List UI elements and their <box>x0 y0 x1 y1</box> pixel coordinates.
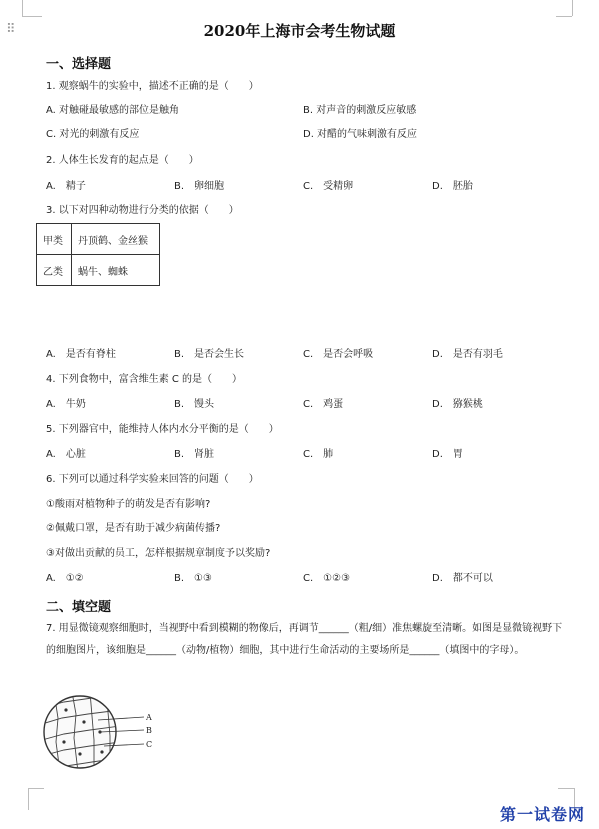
figure-label-a: A <box>146 713 152 722</box>
q2-option-d: D. 胚胎 <box>432 181 473 192</box>
figure-label-c: C <box>146 740 153 749</box>
q4-option-c: C. 鸡蛋 <box>303 399 344 410</box>
table-cell: 蜗牛、蜘蛛 <box>72 255 160 286</box>
q2-option-c: C. 受精卵 <box>303 181 354 192</box>
q5-option-b: B. 肾脏 <box>174 449 215 460</box>
crop-mark <box>28 788 29 810</box>
table-row <box>37 255 160 286</box>
q5-option-a: A. 心脏 <box>46 449 86 460</box>
q1-stem: 1. 观察蜗牛的实验中，描述不正确的是（ ） <box>46 81 259 92</box>
q7-text: 7. 用显微镜观察细胞时，当视野中看到模糊的物像后，再调节______（粗/细）准焦螺旋至清晰。如图是显微镜视野下的细胞图片，该细胞是______（动物/植物）细胞，其中进行生命活动的主要场所是______（填图中的字母）。 <box>46 623 563 656</box>
q6-option-a: A. ①② <box>46 573 84 584</box>
q3-option-c: C. 是否会呼吸 <box>303 349 374 360</box>
q5-stem: 5. 下列器官中，能维持人体内水分平衡的是（ ） <box>46 424 279 435</box>
figure-label-b: B <box>146 726 152 735</box>
crop-mark <box>22 0 23 16</box>
page-title: 2020年上海市会考生物试题 <box>203 22 396 40</box>
classification-table <box>36 223 160 286</box>
q3-option-d: D. 是否有羽毛 <box>432 349 503 360</box>
crop-mark <box>22 16 42 17</box>
crop-mark <box>556 16 572 17</box>
q4-stem: 4. 下列食物中，富含维生素 C 的是（ ） <box>46 374 243 385</box>
q5-option-c: C. 肺 <box>303 449 334 460</box>
drag-grip-icon[interactable]: ⠿ <box>6 22 16 37</box>
table-cell: 甲类 <box>37 224 72 255</box>
q6-option-c: C. ①②③ <box>303 573 351 584</box>
q6-statement-3: ③对做出贡献的员工，怎样根据规章制度予以奖励? <box>46 548 271 559</box>
q1-option-b: B. 对声音的刺激反应敏感 <box>303 105 417 116</box>
site-logo: 第一试卷网 <box>499 805 585 824</box>
table-cell: 乙类 <box>37 255 72 286</box>
section-choice-heading: 一、选择题 <box>46 57 112 72</box>
q6-option-d: D. 都不可以 <box>432 573 493 584</box>
q1-option-a: A. 对触碰最敏感的部位是触角 <box>46 105 180 116</box>
crop-mark <box>558 788 574 789</box>
q4-option-b: B. 馒头 <box>174 399 215 410</box>
q3-stem: 3. 以下对四种动物进行分类的依据（ ） <box>46 205 239 216</box>
table-row <box>37 224 160 255</box>
q5-option-d: D. 胃 <box>432 449 463 460</box>
cell-micrograph-figure <box>40 692 165 772</box>
q2-option-a: A. 精子 <box>46 181 86 192</box>
q2-option-b: B. 卵细胞 <box>174 181 225 192</box>
q6-statement-1: ①酸雨对植物种子的萌发是否有影响? <box>46 499 211 510</box>
q6-option-b: B. ①③ <box>174 573 212 584</box>
q4-option-d: D. 猕猴桃 <box>432 399 483 410</box>
crop-mark <box>572 0 573 16</box>
table-cell: 丹顶鹤、金丝猴 <box>72 224 160 255</box>
q3-option-b: B. 是否会生长 <box>174 349 245 360</box>
q1-option-d: D. 对醋的气味刺激有反应 <box>303 129 418 140</box>
crop-mark <box>28 788 44 789</box>
q2-stem: 2. 人体生长发育的起点是（ ） <box>46 155 199 166</box>
q6-stem: 6. 下列可以通过科学实验来回答的问题（ ） <box>46 474 259 485</box>
q4-option-a: A. 牛奶 <box>46 399 86 410</box>
q1-option-c: C. 对光的刺激有反应 <box>46 129 140 140</box>
q6-statement-2: ②佩戴口罩，是否有助于减少病菌传播? <box>46 523 221 534</box>
section-fill-heading: 二、填空题 <box>46 600 112 615</box>
q3-option-a: A. 是否有脊柱 <box>46 349 116 360</box>
